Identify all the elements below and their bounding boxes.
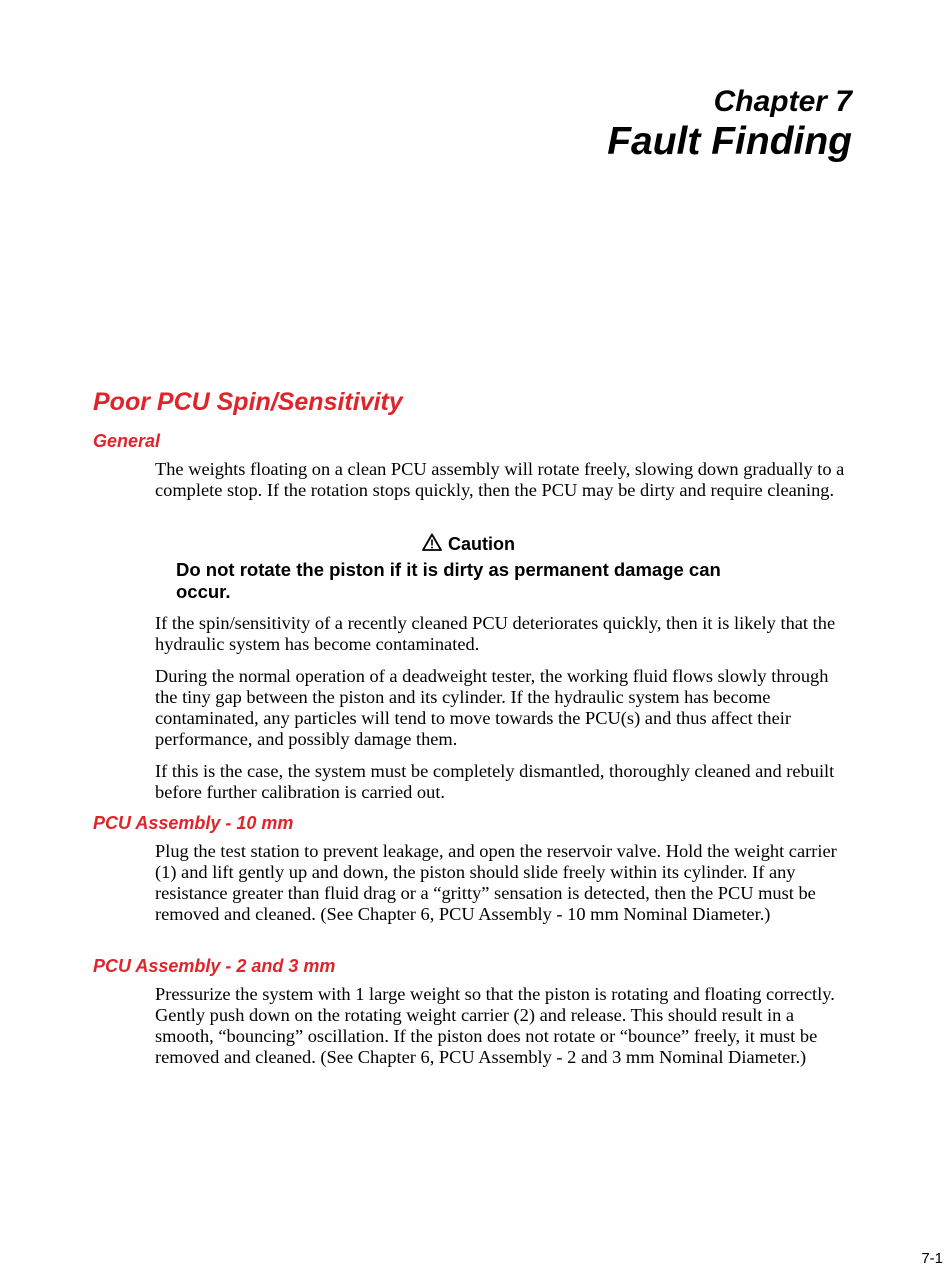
chapter-header — [607, 84, 852, 164]
chapter-title: Fault Finding — [607, 120, 852, 163]
caution-label: Caution — [448, 534, 515, 554]
page-number: 7-1 — [921, 1250, 943, 1267]
section-title: Poor PCU Spin/Sensitivity — [93, 388, 403, 416]
general-paragraph-2: If the spin/sensitivity of a recently cleaned PCU deteriorates quickly, then it is likely that the hydraulic system has become contaminated. — [155, 613, 836, 654]
general-paragraph-1: The weights floating on a clean PCU assembly will rotate freely, slowing down gradually to a complete stop. If the rotation stops quickly, then the PCU may be dirty and require cleaning. — [155, 459, 845, 500]
general-paragraph-4: If this is the case, the system must be completely dismantled, thoroughly cleaned and rebuilt before further calibration is carried out. — [155, 761, 835, 802]
warning-triangle-icon — [422, 533, 442, 556]
caution-heading — [422, 533, 515, 556]
subheading-pcu-10mm: PCU Assembly - 10 mm — [93, 813, 294, 833]
caution-text: Do not rotate the piston if it is dirty as permanent damage can occur. — [176, 559, 721, 602]
subheading-general: General — [93, 431, 161, 451]
pcu-10mm-paragraph: Plug the test station to prevent leakage, and open the reservoir valve. Hold the weight carrier (1) and lift gently up and down, the piston should slide freely within its cylinder. If any resistance greater than fluid drag or a “gritty” sensation is detected, then the PCU must be removed and cleaned. (See Chapter 6, PCU Assembly - 10 mm Nominal Diameter.) — [155, 841, 837, 924]
general-paragraph-3: During the normal operation of a deadweight tester, the working fluid flows slowly through the tiny gap between the piston and its cylinder. If the hydraulic system has become contaminated, any particles will tend to move towards the PCU(s) and thus affect their performance, and possibly damage them. — [155, 666, 829, 749]
chapter-label: Chapter 7 — [713, 85, 852, 118]
pcu-2-3mm-paragraph: Pressurize the system with 1 large weight so that the piston is rotating and floating correctly. Gently push down on the rotating weight carrier (2) and release. This should result in a smooth, “bouncing” oscillation. If the piston does not rotate or “bounce” freely, it must be removed and cleaned. (See Chapter 6, PCU Assembly - 2 and 3 mm Nominal Diameter.) — [155, 984, 835, 1067]
subheading-pcu-2-3mm: PCU Assembly - 2 and 3 mm — [93, 956, 336, 976]
